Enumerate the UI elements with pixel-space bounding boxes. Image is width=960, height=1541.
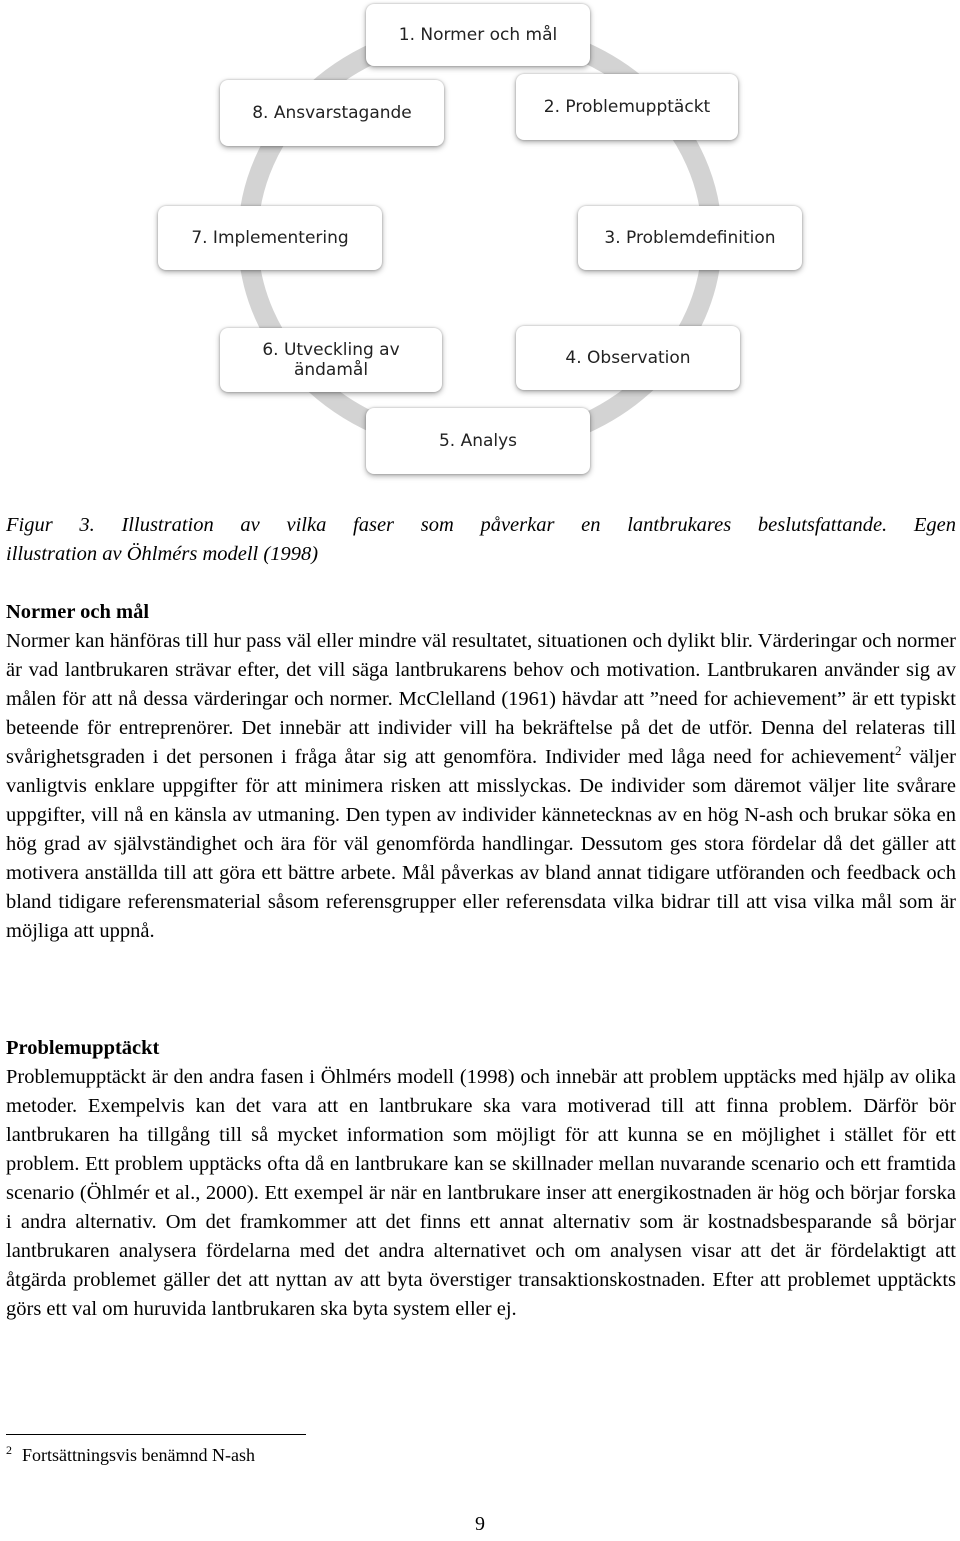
phase-label: 2. Problemupptäckt [543, 96, 711, 117]
caption-line-1: Figur 3. Illustration av vilka faser som påverkar en lantbrukares beslutsfattande. Egen [6, 514, 956, 536]
phase-label: 3. Problemdefinition [604, 227, 776, 248]
phase-box-ansvarstagande [220, 80, 444, 146]
phase-box-utveckling-av-andamal [220, 328, 442, 392]
phase-box-analys [366, 408, 590, 474]
section-heading: Problemupptäckt [6, 1037, 160, 1059]
paragraph-text-part-1: Normer kan hänföras till hur pass väl eller mindre väl resultatet, situationen och dylikt blir. Värderingar och normer är vad lantbrukaren strävar efter, det vill säga lantbrukarens behov och motivation. Lantbrukaren använder sig av målen för att nå dessa värderingar och normer. McClelland (1961) hävdar att ”need for achievement” är ett typiskt beteende för entreprenörer. Det innebär att individer vill ha bekräftelse på det de utför. Denna del relateras till svårighetsgraden i det personen i fråga åtar sig att genomföra. Individer med låga need for achievement [6, 630, 956, 768]
section-paragraph [6, 627, 956, 946]
footnote [6, 1442, 255, 1468]
page-number: 9 [475, 1513, 485, 1535]
footnote-separator [6, 1434, 306, 1435]
section-normer-och-mal [6, 598, 956, 946]
phase-box-normer-och-mal [366, 4, 590, 66]
figure-caption [6, 511, 956, 569]
phase-label: 1. Normer och mål [398, 24, 558, 45]
footnote-reference: 2 [894, 743, 902, 759]
phase-label: 4. Observation [565, 347, 691, 368]
phase-label: 7. Implementering [191, 227, 349, 248]
footnote-text: Fortsättningsvis benämnd N-ash [22, 1445, 255, 1465]
phase-label: 5. Analys [438, 430, 518, 451]
phase-cycle-diagram [0, 0, 960, 490]
section-problemupptackt [6, 1034, 956, 1324]
phase-label: 8. Ansvarstagande [252, 102, 412, 123]
paragraph-text-part-2: väljer vanligtvis enklare uppgifter för att minimera risken att misslyckas. De individer som däremot väljer lite svårare uppgifter, vill nå en känsla av utmaning. Den typen av individer kännetecknas av en hög N-ash och brukar söka en hög grad av självständighet och ära för väl genomförda handlingar. Dessutom ges stora fördelar då det gäller att motivera anställda till att göra ett bättre arbete. Mål påverkas av bland annat tidigare utföranden och feedback och bland tidigare referensmaterial såsom referensgrupper eller referensdata vilka bidrar till att visa vilka mål som är möjliga att uppnå. [6, 746, 956, 942]
phase-box-observation [516, 326, 740, 390]
phase-box-implementering [158, 206, 382, 270]
phase-box-problemupptackt [516, 74, 738, 140]
section-paragraph: Problemupptäckt är den andra fasen i Öhlmérs modell (1998) och innebär att problem upptäcks med hjälp av olika metoder. Exempelvis kan det vara att en lantbrukare ska vara motiverad till att finna problem. Därför bör lantbrukaren ha tillgång till så mycket information som möjligt för att kunna se en möjlighet i stället för ett problem. Ett problem upptäcks ofta då en lantbrukare kan se skillnader mellan nuvarande scenario och ett framtida scenario (Öhlmér et al., 2000). Ett exempel är när en lantbrukare inser att energikostnaden är hög och börjar forska i andra alternativ. Om det framkommer att det finns ett annat alternativ som är kostnadsbesparande så börjar lantbrukaren analysera fördelarna med det andra alternativet och om analysen visar att det är fördelaktigt att åtgärda problemet gäller det att nyttan av att byta överstiger transaktionskostnaden. Efter att problemet upptäckts görs ett val om huruvida lantbrukaren ska byta system eller ej. [6, 1066, 956, 1320]
caption-line-2: illustration av Öhlmérs modell (1998) [6, 543, 319, 565]
section-heading: Normer och mål [6, 601, 150, 623]
footnote-number: 2 [6, 1443, 12, 1457]
phase-box-problemdefinition [578, 206, 802, 270]
phase-label: 6. Utveckling av ändamål [262, 339, 400, 380]
